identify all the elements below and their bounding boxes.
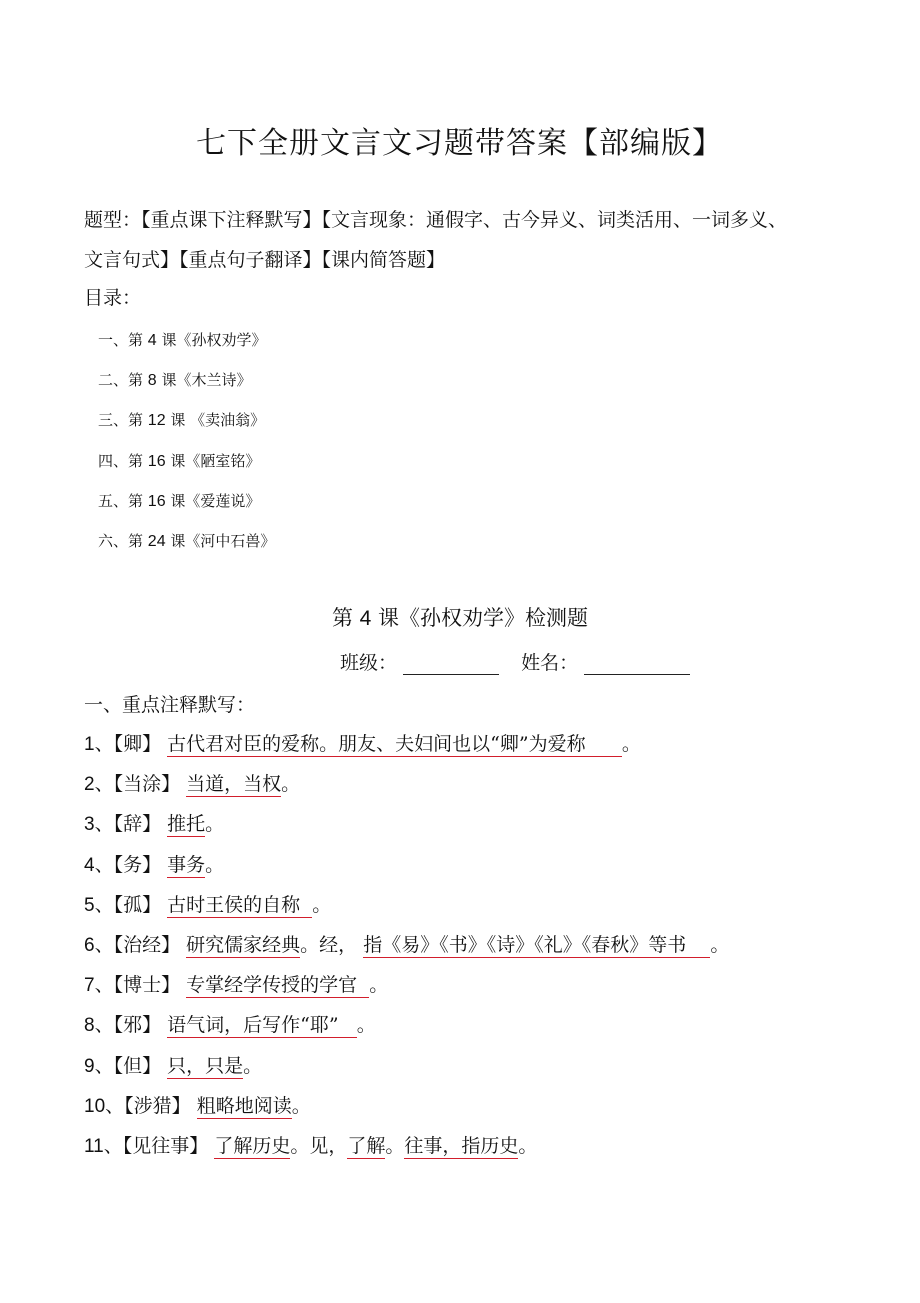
answer-text: 语气词，后写作“耶” xyxy=(167,1014,339,1037)
annotation-item: 8、【邪】 语气词，后写作“耶” 。 xyxy=(84,1014,376,1037)
class-name-row xyxy=(340,648,690,675)
toc-item: 五、第 16 课《爱莲说》 xyxy=(98,491,261,510)
name-field[interactable] xyxy=(584,652,690,675)
toc-item: 四、第 16 课《陋室铭》 xyxy=(98,451,261,470)
annotation-item: 1、【卿】 古代君对臣的爱称。朋友、夫妇间也以“卿”为爱称 。 xyxy=(84,733,641,755)
answer-text: 了解历史 xyxy=(214,1134,291,1157)
answer-text: 指《易》《书》《诗》《礼》《春秋》等书 xyxy=(363,933,687,956)
answer-text: 了解 xyxy=(347,1134,386,1157)
toc-item: 一、第 4 课《孙权劝学》 xyxy=(98,331,267,349)
annotation-item: 2、【当涂】 当道，当权。 xyxy=(84,773,301,796)
annotation-item: 6、【治经】 研究儒家经典。经， 指《易》《书》《诗》《礼》《春秋》等书 。 xyxy=(84,933,730,956)
annotation-list xyxy=(84,726,729,1168)
section-heading: 一、重点注释默写： xyxy=(84,694,256,716)
lesson-title: 第 4 课《孙权劝学》检测题 xyxy=(331,606,589,630)
annotation-item: 4、【务】 事务。 xyxy=(84,853,225,876)
answer-text: 古代君对臣的爱称。朋友、夫妇间也以“卿”为爱称 xyxy=(167,733,586,755)
toc-item: 二、第 8 课《木兰诗》 xyxy=(98,371,252,390)
toc-heading: 目录： xyxy=(84,287,142,309)
answer-text: 只，只是 xyxy=(167,1054,244,1077)
class-field[interactable] xyxy=(403,652,499,675)
answer-text: 粗略地阅读 xyxy=(196,1094,292,1117)
toc-item: 六、第 24 课《河中石兽》 xyxy=(98,531,276,550)
annotation-item: 9、【但】 只，只是。 xyxy=(84,1054,263,1077)
answer-text: 专掌经学传授的学官 xyxy=(186,974,358,997)
annotation-item: 7、【博士】 专掌经学传授的学官 。 xyxy=(84,974,389,997)
annotation-item: 5、【孤】 古时王侯的自称 。 xyxy=(84,893,332,916)
answer-text: 往事，指历史 xyxy=(404,1134,519,1157)
table-of-contents xyxy=(98,325,275,566)
answer-text: 研究儒家经典 xyxy=(186,933,301,956)
answer-text: 事务 xyxy=(167,853,206,876)
document-title: 七下全册文言文习题带答案【部编版】 xyxy=(196,126,723,161)
answer-text: 当道，当权 xyxy=(186,773,282,796)
answer-text: 古时王侯的自称 xyxy=(167,893,301,916)
annotation-item: 3、【辞】 推托。 xyxy=(84,813,225,836)
question-types-label: 题型： xyxy=(84,209,142,231)
annotation-item: 10、【涉猎】 粗略地阅读。 xyxy=(84,1094,311,1117)
question-types-text: 【重点课下注释默写】【文言现象：通假字、古今异义、词类活用、一词多义、文言句式】【重点句子翻译】【课内简答题】 xyxy=(84,209,788,271)
class-label: 班级： xyxy=(340,652,398,674)
question-types xyxy=(84,200,804,280)
annotation-item: 11、【见往事】 了解历史。见，了解。往事，指历史。 xyxy=(84,1134,538,1157)
answer-text: 推托 xyxy=(167,813,206,836)
toc-item: 三、第 12 课 《卖油翁》 xyxy=(98,411,266,430)
name-label: 姓名： xyxy=(521,652,579,674)
